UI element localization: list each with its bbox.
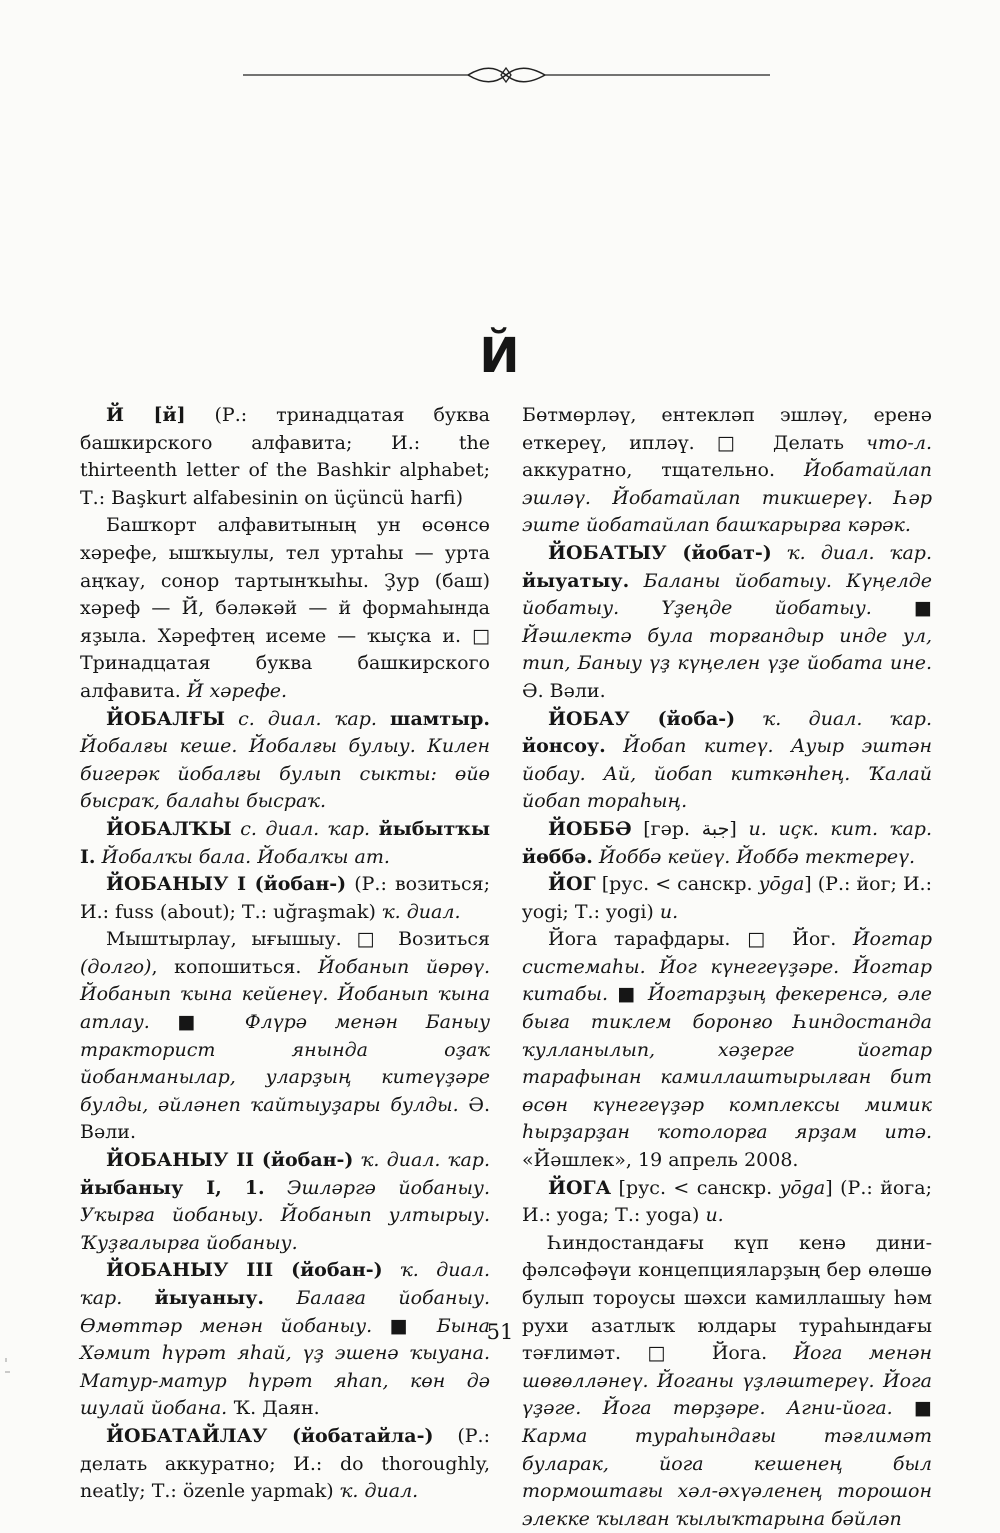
text-run: ] (Р.: йог; И.: yogi; Т.: yogi)	[522, 873, 932, 923]
example-text: ҡ. диал.	[339, 1480, 419, 1503]
example-text: ҡ. диал.	[381, 900, 461, 923]
example-text: с. диал. ҡар.	[224, 707, 391, 730]
entry-definition	[522, 402, 932, 540]
text-run: Тринадцатая буква башкирского алфавита.	[80, 652, 490, 702]
text-run: Ҡ. Даян.	[227, 1397, 320, 1420]
text-run: Йог.	[775, 928, 853, 951]
text-run: , копошиться.	[151, 955, 319, 978]
example-text: Й хәрефе.	[186, 679, 288, 702]
dictionary-entry	[80, 1147, 490, 1257]
headword: ЙОБАТАЙЛАУ (йобатайла-)	[106, 1424, 434, 1447]
section-marker: □	[356, 928, 384, 951]
example-text: Флүрә менән Баныу тракторист янында оҙаҡ йобанманылар, уларҙың китеүҙәре булды, әйләнеп ҡайтыуҙары булды.	[80, 1011, 490, 1116]
example-text: ҡ. диал. ҡар.	[353, 1149, 490, 1172]
headword: ЙОБАЛҒЫ	[106, 707, 225, 730]
text-run: [рус. < санскр.	[611, 1176, 780, 1199]
section-marker: □	[747, 928, 776, 951]
text-run: (Р.: возиться; И.: fuss (about); Т.: uğraşmak)	[80, 873, 490, 923]
text-run: [гәр. جبة]	[631, 817, 749, 840]
headword: йыуатыу.	[522, 569, 630, 592]
example-text: Йәшлектә була торғандыр инде ул, тип, Баныу үҙ күңелен үҙе йобата ине.	[522, 624, 932, 675]
section-letter: Й	[479, 328, 521, 384]
example-text: и.	[705, 1204, 724, 1227]
example-text: и.	[659, 900, 679, 923]
dictionary-entry	[80, 871, 490, 926]
example-text: Йобалғы кеше. Йобалғы булыу. Килен бигерәк йобалғы булып сыкты: өйө бысраҡ, балаһы бысраҡ.	[80, 735, 490, 813]
section-marker: □	[472, 624, 490, 647]
dictionary-entry	[80, 706, 490, 816]
example-text: с. диал. ҡар.	[231, 817, 379, 840]
headword: йөббә.	[522, 845, 593, 868]
example-text: Йобатайлап эшләү. Йобатайлап тикшереү. Һәр эште йобатайлап башҡарырға кәрәк.	[522, 459, 932, 537]
section-marker: □	[716, 431, 751, 454]
headword: ЙОБАТЫУ (йобат-)	[548, 541, 772, 564]
dictionary-entry	[522, 871, 932, 926]
example-text: Баланы йобатыу. Күңелде йобатыу. Үҙеңде йобатыу.	[522, 569, 932, 620]
text-run: Йога тарафдары.	[548, 928, 748, 951]
ornament-rule	[243, 60, 770, 90]
section-marker: ■	[389, 1314, 420, 1337]
headword: шамтыр.	[390, 707, 490, 730]
text-run: Мыштырлау, ығышыу.	[106, 928, 357, 951]
headword: йыбаныу I, 1.	[80, 1176, 265, 1199]
example-text: Йобанып йөрөү. Йобанып ҡына кейенеү. Йобанып ҡына атлау.	[80, 955, 490, 1034]
headword: ЙОБАЛҠЫ	[106, 817, 232, 840]
example-text: Йоббә кейеү. Йоббә тектереү.	[592, 845, 915, 868]
example-text: ҡ. диал. ҡар.	[735, 707, 932, 730]
example-text: yōga	[779, 1176, 826, 1199]
entry-definition	[80, 512, 490, 705]
example-text: Бына Хәмит һүрәт яһай, үҙ эшенә ҡыуана. Матур-матур һүрәт яһап, көн дә шулай йобана.	[80, 1314, 491, 1420]
text-run: аккуратно, тщательно.	[522, 459, 804, 482]
example-text: Йога менән шөғөлләнеү. Йоганы үҙләштереү. Йога үҙәге. Йога төрҙәре. Агни-йога.	[522, 1342, 932, 1420]
headword: ЙОБАНЫУ II (йобан-)	[106, 1149, 354, 1172]
section-marker: ■	[914, 1397, 932, 1420]
text-run: (Р.: делать аккуратно; И.: do thoroughly, neatly; Т.: özenle yapmak)	[80, 1424, 490, 1503]
example-text: Йобалҡы бала. Йобалҡы ат.	[95, 845, 390, 868]
headword: йыуаныу.	[154, 1287, 264, 1309]
headword: йыбытҡы I.	[80, 817, 490, 868]
headword: ЙОГ	[548, 873, 596, 896]
entry-definition	[522, 926, 932, 1174]
example-text: ҡ. диал. ҡар.	[80, 1259, 490, 1309]
margin-mark	[4, 1356, 12, 1386]
example-text: ҡ. диал. ҡар.	[771, 541, 932, 564]
entry-definition	[80, 926, 490, 1147]
page-number: 51	[486, 1320, 514, 1344]
section-marker: ■	[177, 1011, 218, 1034]
example-text: что-л.	[866, 431, 932, 454]
dictionary-entry	[80, 1423, 490, 1506]
dictionary-entry	[80, 402, 490, 512]
right-column	[522, 402, 932, 1533]
headword: ЙОББӘ	[548, 817, 632, 840]
headword: ЙОБАНЫУ III (йобан-)	[106, 1259, 383, 1282]
dictionary-entry	[522, 816, 932, 871]
example-text: и. иҫк. кит. ҡар.	[748, 817, 932, 840]
headword: Й [й]	[106, 404, 186, 426]
example-text: Йогтар системаһы. Йог күнегеүҙәре. Йогтар китабы.	[522, 928, 933, 1006]
example-text: Эшләргә йобаныу. Уҡырға йобаныу. Йобанып ултырыу. Ҡуҙғалырға йобаныу.	[80, 1176, 490, 1254]
dictionary-entry	[522, 706, 932, 816]
example-text: Балаға йобаныу. Өмөттәр менән йобаныу.	[80, 1287, 491, 1337]
text-run: Йога.	[685, 1342, 794, 1365]
text-run: (Р.: тринадцатая буква башкирского алфавита; И.: the thirteenth letter of the Bashkir alphabet; Т.: Başkurt alfabesinin on üçüncü harfi)	[80, 404, 490, 509]
section-marker: ■	[914, 597, 932, 620]
text-run: Делать	[750, 431, 867, 454]
entry-definition	[522, 1230, 932, 1533]
text-run: Бөтмөрләү, ентекләп эшләү, еренә еткереү, ипләү.	[522, 404, 932, 454]
text-run: ] (Р.: йога; И.: yoga; Т.: yoga)	[522, 1176, 932, 1227]
example-text: Йогтарҙың фекеренсә, әле быға тиклем боронғо Һиндостанда ҡулланылып, хәҙерге йогтар тарафынан камиллаштырылған бит өсөн күнегеүҙәр комплексы мимик һырҙарҙан ҡотолорға ярҙам итә.	[522, 983, 933, 1144]
text-run: Возиться	[383, 928, 491, 951]
text-run: «Йәшлек», 19 апрель 2008.	[522, 1149, 799, 1172]
example-text: yōga	[758, 873, 805, 896]
dictionary-entry	[80, 816, 490, 871]
example-text: Карма тураһындағы тәғлимәт буларак, йога кешенең был тормоштағы хәл-әхүәленең торошон элекке ҡылған ҡылыҡтарына бәйләп	[522, 1424, 932, 1530]
section-marker: ■	[617, 983, 639, 1006]
dictionary-entry	[522, 1175, 932, 1230]
example-text: Йобап китеү. Ауыр эштән йобау. Ай, йобап киткәнһең. Ҡалай йобап тораһың.	[522, 735, 932, 813]
example-text: (долго)	[80, 955, 152, 978]
headword: ЙОГА	[548, 1176, 612, 1199]
text-run: Һиндостандағы күп кенә дини-фәлсәфәүи концепцияларҙың бер өлөшө булып тороусы шәхси камиллашыу һәм рухи азатлыҡ юлдары тураһындағы тәғлимәт.	[522, 1231, 932, 1365]
text-run: Ә. Вәли.	[522, 679, 606, 702]
section-marker: □	[647, 1342, 686, 1365]
headword: йонсоу.	[522, 735, 606, 758]
dictionary-entry	[522, 540, 932, 706]
text-run: [рус. < санскр.	[595, 873, 759, 896]
text-run: Ә. Вәли.	[80, 1093, 490, 1144]
text-run: Башҡорт алфавитының ун өсөнсө хәрефе, ышҡыулы, тел уртаһы — урта аңҡау, сонор тартынҡыһы. Ҙур (баш) хәреф — Й, бәләкәй — й формаһында яҙыла. Хәрефтең исеме — ҡыҫҡа и.	[80, 514, 490, 647]
headword: ЙОБАУ (йоба-)	[548, 707, 736, 730]
headword: ЙОБАНЫУ I (йобан-)	[106, 873, 347, 896]
